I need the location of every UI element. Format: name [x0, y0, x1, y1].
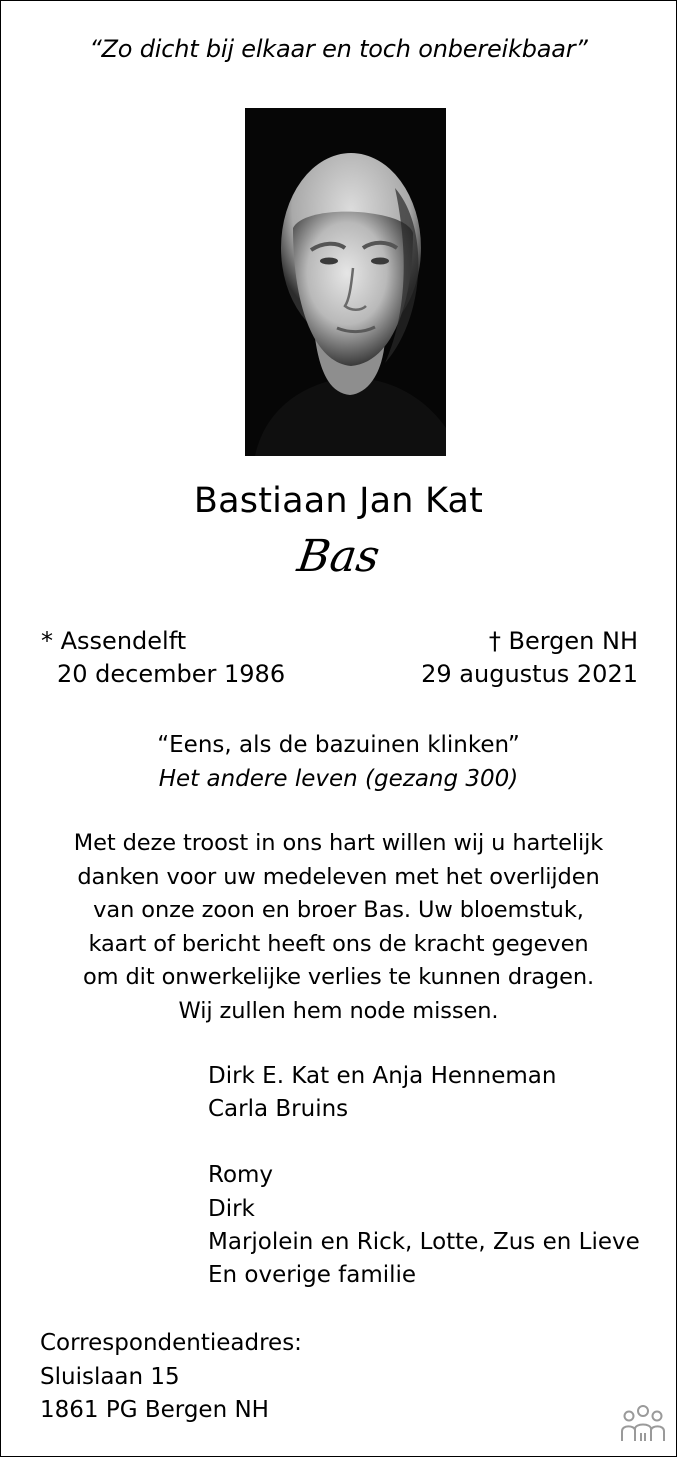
message-line: danken voor uw medeleven met het overlijden	[77, 863, 600, 890]
people-group-icon	[618, 1403, 668, 1443]
hymn-line: “Eens, als de bazuinen klinken”	[157, 732, 520, 758]
hymn-source: Het andere leven (gezang 300)	[158, 766, 519, 792]
portrait-photo-image	[245, 108, 446, 456]
address-label: Correspondentieadres:	[40, 1330, 302, 1356]
portrait-photo	[245, 108, 446, 456]
birth-date: 20 december 1986	[57, 660, 286, 688]
correspondence-address	[40, 1327, 302, 1428]
message-line: Wij zullen hem node missen.	[178, 997, 499, 1024]
message-line: kaart of bericht heeft ons de kracht gegeven	[88, 930, 589, 957]
hymn-quote	[1, 728, 676, 796]
message-line: van onze zoon en broer Bas. Uw bloemstuk,	[93, 897, 584, 923]
address-street: Sluislaan 15	[40, 1363, 180, 1390]
family-signatures	[208, 1060, 640, 1292]
message-line: om dit onwerkelijke verlies te kunnen dragen.	[82, 964, 595, 990]
birth-info	[41, 625, 285, 691]
family-member: Dirk E. Kat en Anja Henneman	[208, 1063, 557, 1089]
opening-quote: “Zo dicht bij elkaar en toch onbereikbaar”	[89, 35, 588, 63]
death-place: † Bergen NH	[488, 627, 638, 655]
family-member: Dirk	[208, 1195, 255, 1222]
family-member: Carla Bruins	[208, 1096, 349, 1123]
family-member: Marjolein en Rick, Lotte, Zus en Lieve	[208, 1228, 640, 1255]
family-member: Romy	[208, 1162, 274, 1189]
message-line: Met deze troost in ons hart willen wij u hartelijk	[73, 830, 604, 856]
birth-place: * Assendelft	[41, 627, 187, 655]
death-date: 29 augustus 2021	[421, 660, 638, 688]
thank-you-message	[1, 827, 676, 1028]
death-info	[421, 625, 638, 691]
family-member: En overige familie	[208, 1262, 417, 1289]
deceased-full-name: Bastiaan Jan Kat	[193, 481, 484, 521]
address-city: 1861 PG Bergen NH	[40, 1397, 269, 1423]
deceased-nickname: Bas	[294, 531, 383, 582]
